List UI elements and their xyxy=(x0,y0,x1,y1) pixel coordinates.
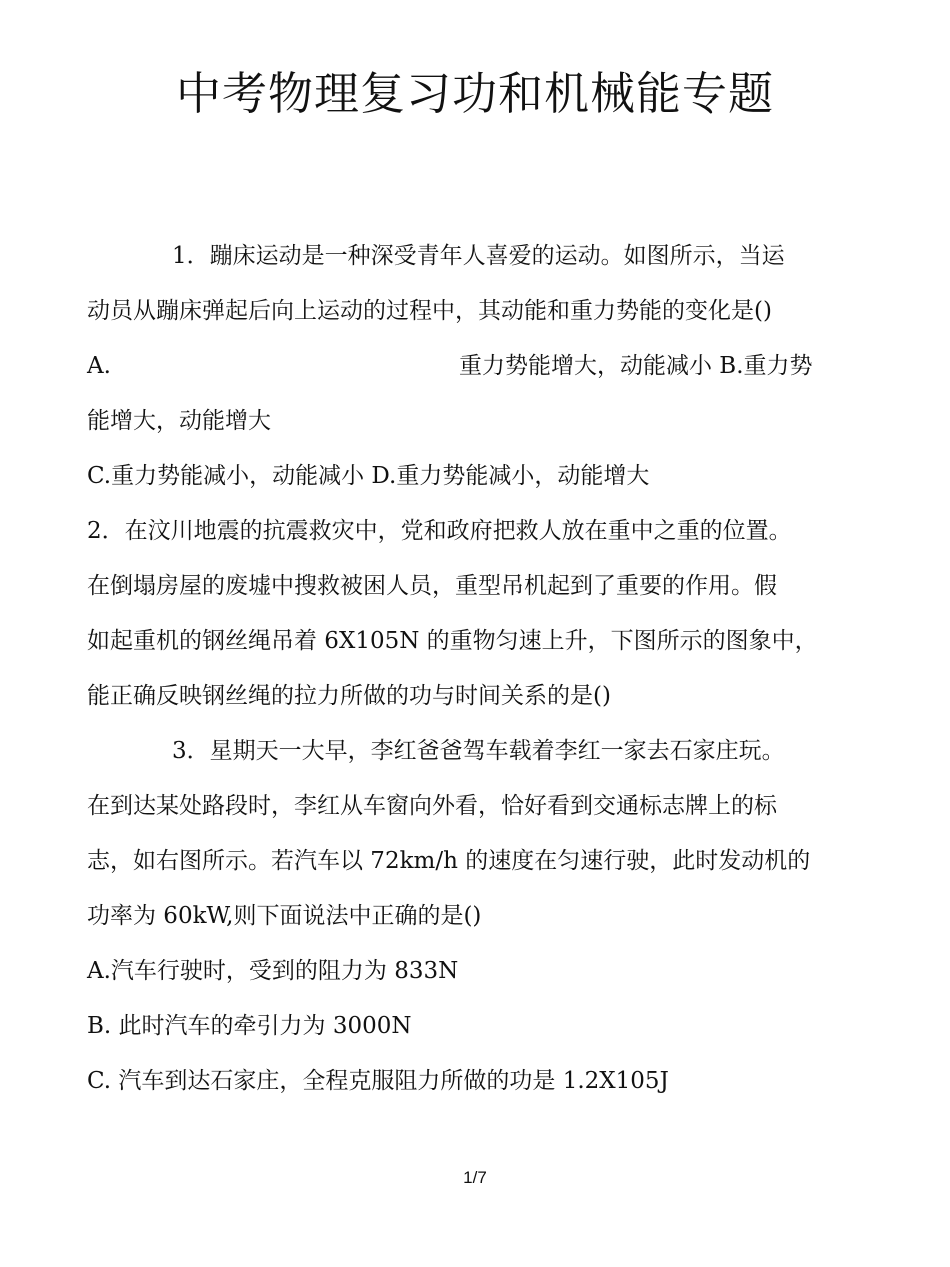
question-1-line-1: 1．蹦床运动是一种深受青年人喜爱的运动。如图所示，当运 xyxy=(172,243,785,269)
question-2-line-1: 2．在汶川地震的抗震救灾中，党和政府把救人放在重中之重的位置。 xyxy=(87,518,792,544)
question-3-line-3: 志，如右图所示。若汽车以 72km/h 的速度在匀速行驶，此时发动机的 xyxy=(87,848,811,874)
question-1-option-b-continued: 能增大，动能增大 xyxy=(87,408,271,434)
question-1-line-2: 动员从蹦床弹起后向上运动的过程中，其动能和重力势能的变化是() xyxy=(87,298,772,324)
question-3-option-c: C. 汽车到达石家庄，全程克服阻力所做的功是 1.2X105J xyxy=(87,1068,669,1094)
question-1-option-a-label: A. xyxy=(87,353,111,379)
question-2-line-2: 在倒塌房屋的废墟中搜救被困人员，重型吊机起到了重要的作用。假 xyxy=(87,573,777,599)
question-3-line-1: 3．星期天一大早，李红爸爸驾车载着李红一家去石家庄玩。 xyxy=(172,738,785,764)
question-1-options-c-d: C.重力势能减小，动能减小 D.重力势能减小，动能增大 xyxy=(87,463,650,489)
question-3-line-2: 在到达某处路段时，李红从车窗向外看，恰好看到交通标志牌上的标 xyxy=(87,793,777,819)
document-title: 中考物理复习功和机械能专题 xyxy=(175,67,774,120)
page-number: 1/7 xyxy=(463,1168,487,1187)
question-2-line-4: 能正确反映钢丝绳的拉力所做的功与时间关系的是() xyxy=(87,683,611,709)
question-2-line-3: 如起重机的钢丝绳吊着 6X105N 的重物匀速上升，下图所示的图象中， xyxy=(87,628,818,654)
question-1-option-a-text: 重力势能增大，动能减小 B.重力势 xyxy=(459,353,813,379)
question-3-line-4: 功率为 60kW,则下面说法中正确的是() xyxy=(87,903,482,929)
question-3-option-a: A.汽车行驶时，受到的阻力为 833N xyxy=(87,958,459,984)
question-3-option-b: B. 此时汽车的牵引力为 3000N xyxy=(87,1013,412,1039)
